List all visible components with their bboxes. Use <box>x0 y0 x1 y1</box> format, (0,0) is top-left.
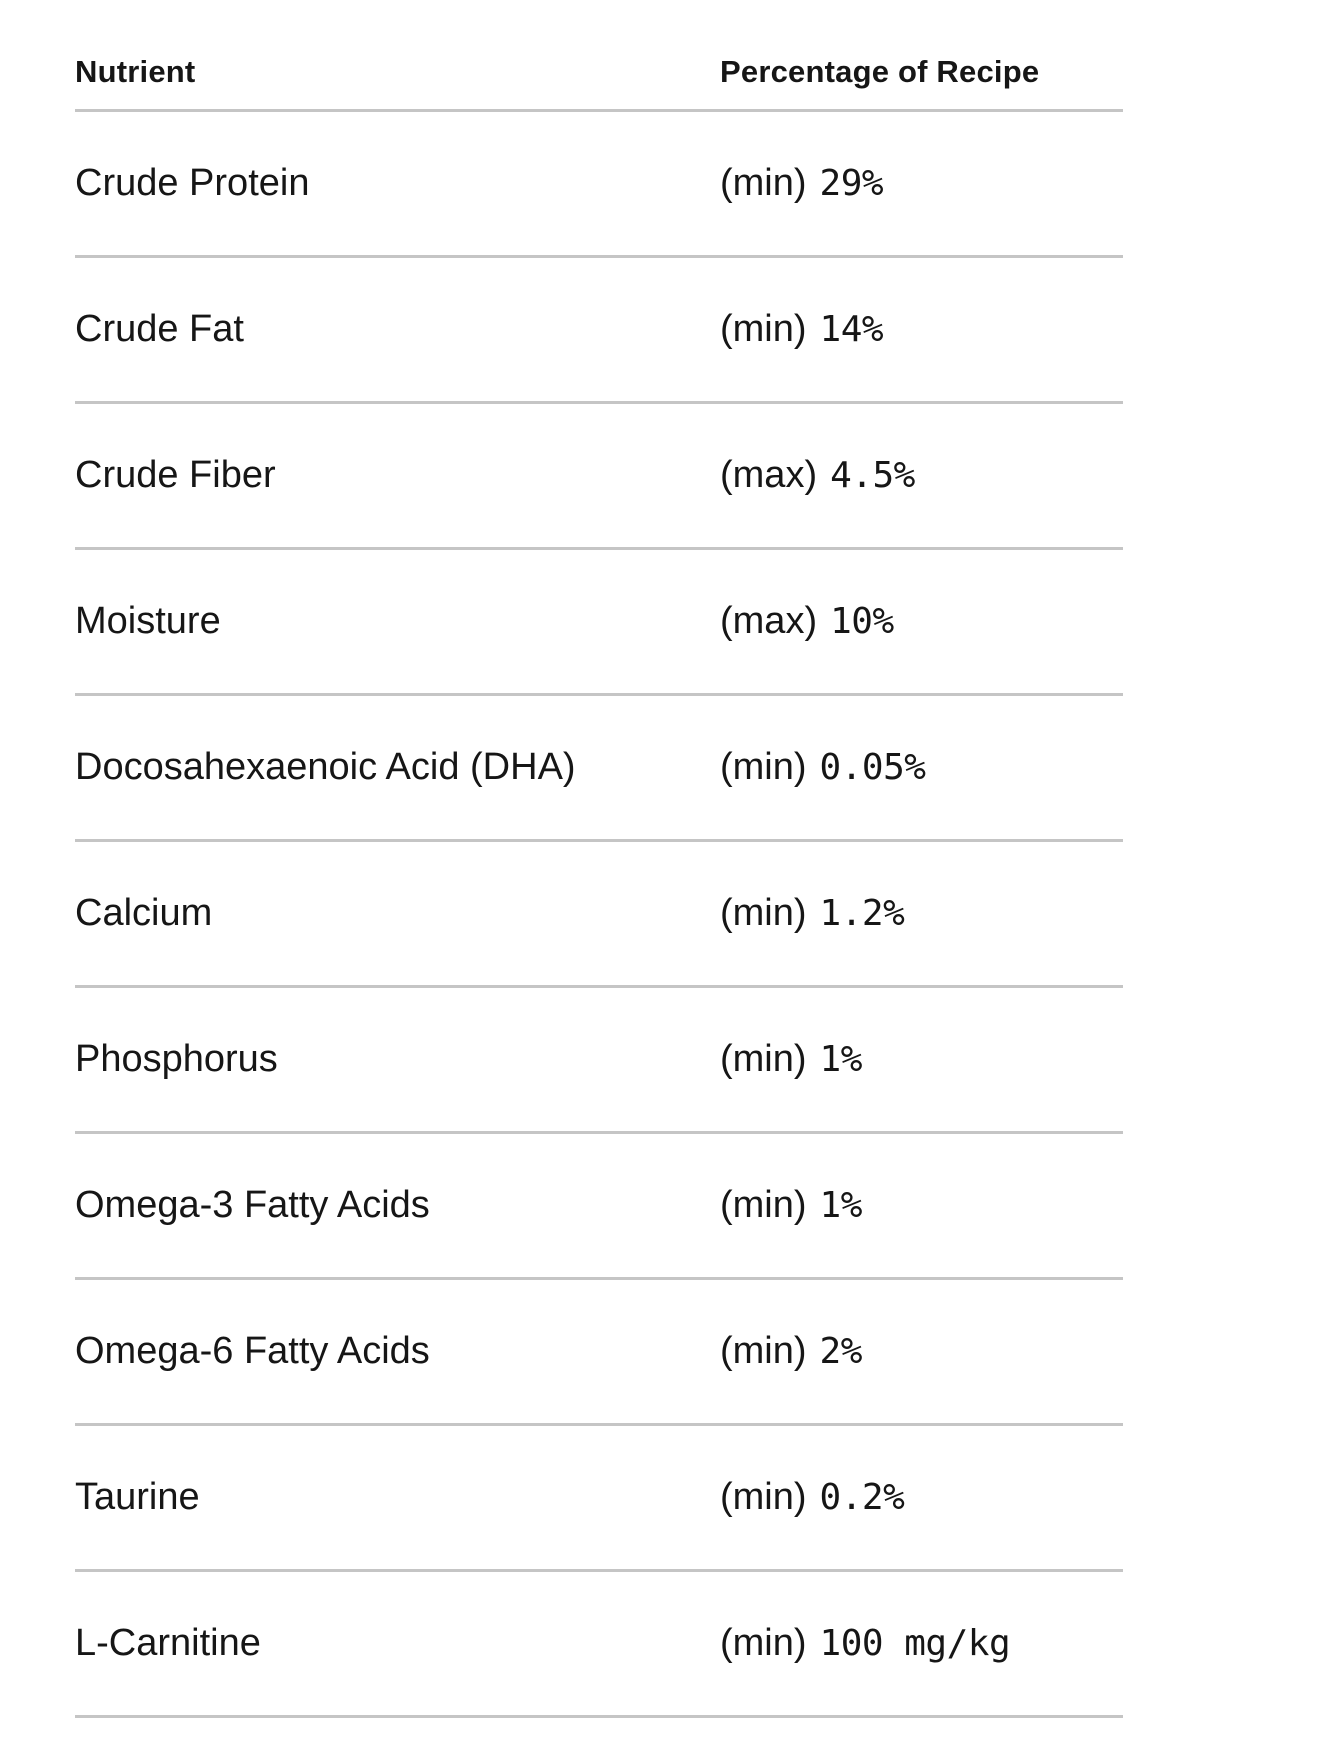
value-qualifier: (max) <box>720 599 818 642</box>
column-header-nutrient: Nutrient <box>75 54 196 89</box>
value-amount: 100 mg/kg <box>819 1622 1011 1664</box>
value-qualifier: (min) <box>720 161 807 204</box>
nutrition-table <box>75 0 1123 1718</box>
value-qualifier: (min) <box>720 745 807 788</box>
nutrient-name: Calcium <box>75 891 213 934</box>
table-row <box>75 988 1123 1134</box>
table-row <box>75 1426 1123 1572</box>
nutrient-value-cell <box>720 1329 1123 1375</box>
table-row <box>75 1134 1123 1280</box>
table-row <box>75 258 1123 404</box>
nutrient-name: Taurine <box>75 1475 200 1518</box>
value-qualifier: (min) <box>720 1475 807 1518</box>
value-qualifier: (min) <box>720 891 807 934</box>
value-amount: 0.2% <box>819 1476 905 1518</box>
table-row <box>75 404 1123 550</box>
table-row <box>75 696 1123 842</box>
nutrient-name: Docosahexaenoic Acid (DHA) <box>75 745 576 788</box>
value-amount: 14% <box>819 308 884 350</box>
value-amount: 1% <box>819 1184 862 1226</box>
nutrient-name: Crude Fat <box>75 307 244 350</box>
nutrient-name: Phosphorus <box>75 1037 278 1080</box>
nutrient-name: L-Carnitine <box>75 1621 261 1664</box>
nutrient-value-cell <box>720 599 1123 645</box>
table-row <box>75 1572 1123 1718</box>
nutrient-value-cell <box>720 745 1123 791</box>
value-qualifier: (min) <box>720 307 807 350</box>
value-amount: 29% <box>819 162 884 204</box>
nutrient-name: Crude Protein <box>75 161 310 204</box>
value-amount: 1% <box>819 1038 862 1080</box>
value-qualifier: (max) <box>720 453 818 496</box>
nutrient-value-cell <box>720 307 1123 353</box>
table-header-row <box>75 0 1123 112</box>
nutrient-value-cell <box>720 1475 1123 1521</box>
nutrient-value-cell <box>720 453 1123 499</box>
value-amount: 2% <box>819 1330 862 1372</box>
table-row <box>75 112 1123 258</box>
value-amount: 1.2% <box>819 892 905 934</box>
nutrient-value-cell <box>720 1183 1123 1229</box>
table-row <box>75 550 1123 696</box>
nutrient-value-cell <box>720 891 1123 937</box>
table-row <box>75 1280 1123 1426</box>
nutrient-name: Moisture <box>75 599 221 642</box>
nutrient-name: Omega-6 Fatty Acids <box>75 1329 430 1372</box>
value-qualifier: (min) <box>720 1037 807 1080</box>
column-header-percentage: Percentage of Recipe <box>720 54 1040 89</box>
value-amount: 4.5% <box>830 454 915 496</box>
value-qualifier: (min) <box>720 1621 807 1664</box>
value-qualifier: (min) <box>720 1183 807 1226</box>
value-amount: 0.05% <box>819 746 926 788</box>
nutrient-name: Omega-3 Fatty Acids <box>75 1183 430 1226</box>
nutrient-value-cell <box>720 1037 1123 1083</box>
nutrient-value-cell <box>720 1621 1123 1667</box>
value-amount: 10% <box>830 600 894 642</box>
nutrient-name: Crude Fiber <box>75 453 276 496</box>
value-qualifier: (min) <box>720 1329 807 1372</box>
nutrient-value-cell <box>720 161 1123 207</box>
table-row <box>75 842 1123 988</box>
